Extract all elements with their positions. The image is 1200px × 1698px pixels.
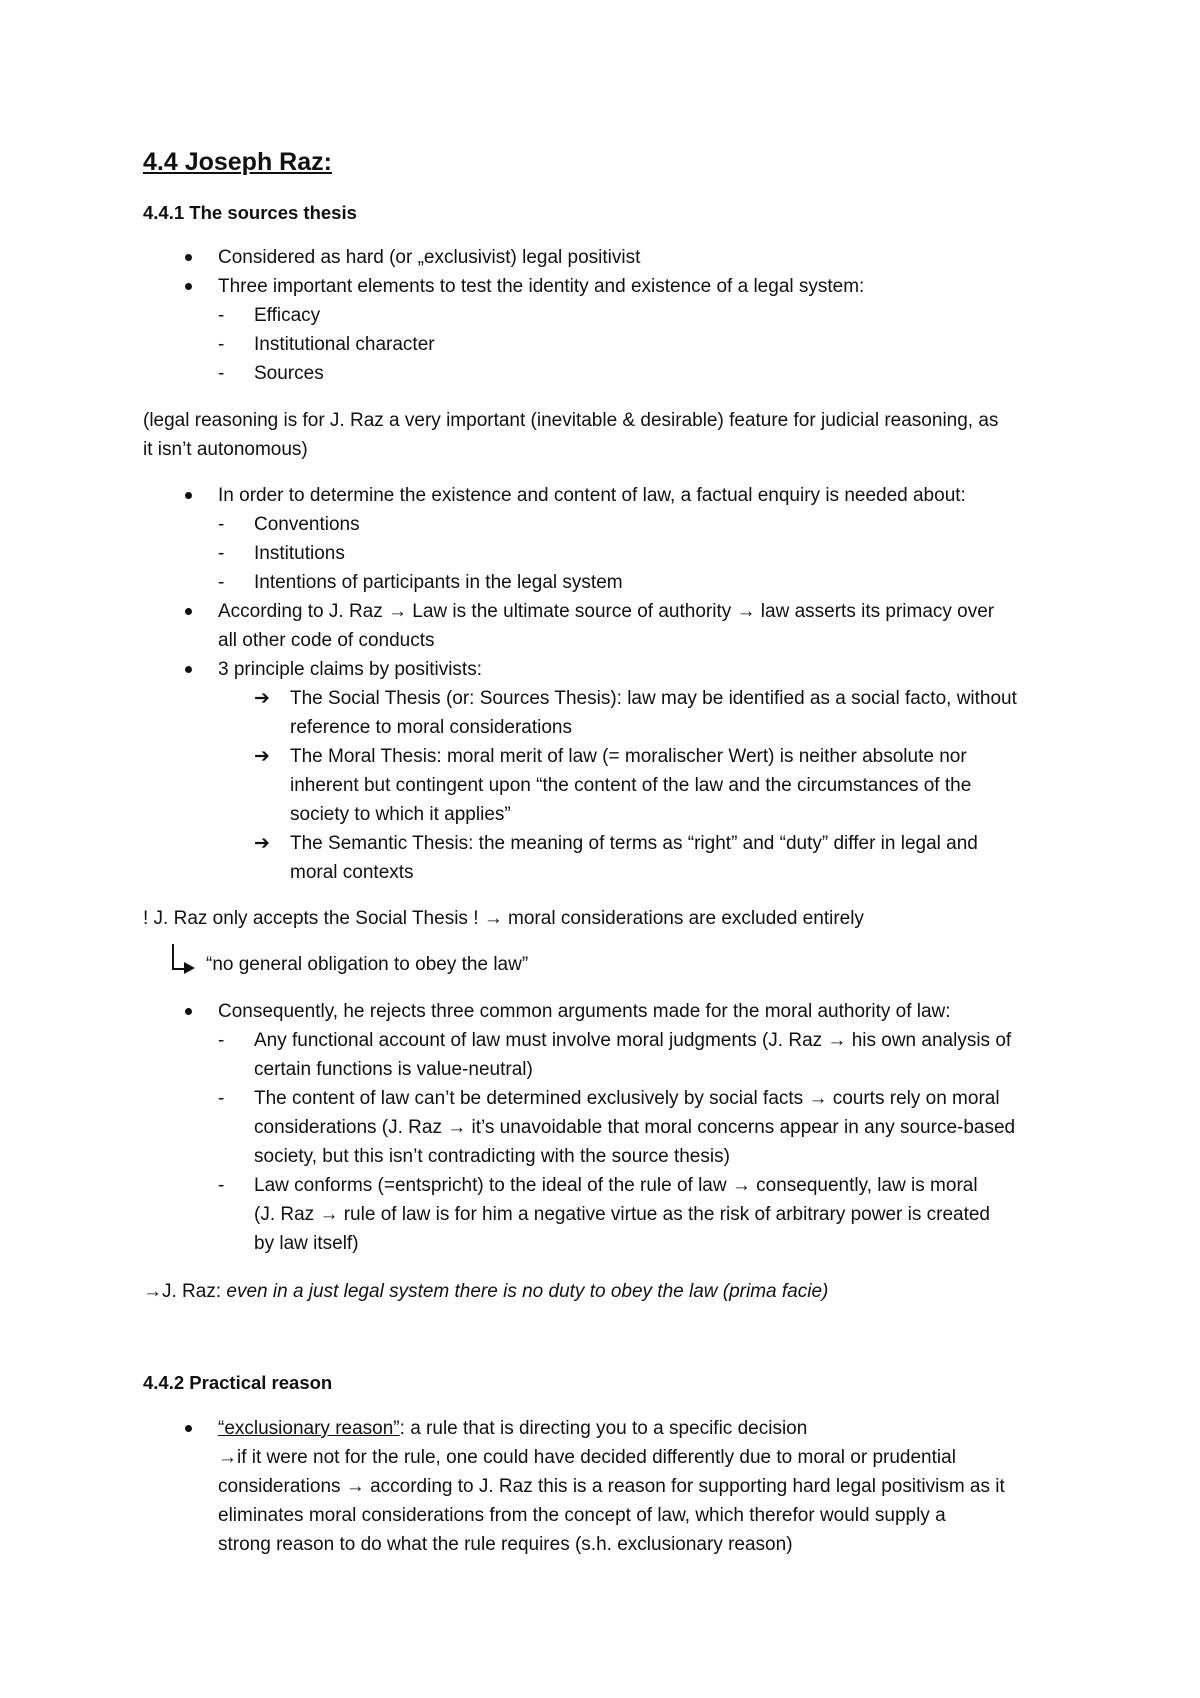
- bullet-text: According to J. Raz → Law is the ultimate source of authority → law asserts its primacy over: [218, 601, 995, 622]
- dash-marker: -: [218, 363, 225, 384]
- list-item: certain functions is value-neutral): [254, 1059, 533, 1080]
- conclusion-line: [143, 1280, 828, 1304]
- paragraph-line: (legal reasoning is for J. Raz a very important (inevitable & desirable) feature for judicial reasoning, as: [143, 410, 999, 431]
- term-definition: : a rule that is directing you to a specific decision: [399, 1418, 808, 1439]
- term-underlined: “exclusionary reason”: [218, 1418, 400, 1439]
- conclusion-italic: even in a just legal system there is no duty to obey the law (prima facie): [226, 1281, 829, 1302]
- list-item: by law itself): [254, 1233, 359, 1254]
- bullet-text: →if it were not for the rule, one could have decided differently due to moral or prudential: [218, 1447, 956, 1468]
- note-line: “no general obligation to obey the law”: [206, 954, 529, 975]
- bullet-dot: [185, 1008, 192, 1015]
- claim-text: inherent but contingent upon “the content of the law and the circumstances of the: [290, 775, 972, 796]
- bullet-dot: [185, 666, 192, 673]
- bullet-text: Consequently, he rejects three common arguments made for the moral authority of law:: [218, 1001, 951, 1022]
- arrow-icon: ➔: [254, 746, 270, 767]
- list-item: Law conforms (=entspricht) to the ideal of the rule of law → consequently, law is moral: [254, 1175, 978, 1196]
- dash-marker: -: [218, 1175, 225, 1196]
- bullet-text: 3 principle claims by positivists:: [218, 659, 482, 680]
- list-item: Institutional character: [254, 334, 435, 355]
- bullet-dot: [185, 254, 192, 261]
- claim-text: The Moral Thesis: moral merit of law (= moralischer Wert) is neither absolute nor: [290, 746, 967, 767]
- bullet-dot: [185, 492, 192, 499]
- bullet-text: strong reason to do what the rule requires (s.h. exclusionary reason): [218, 1534, 793, 1555]
- bullet-text: Considered as hard (or „exclusivist) legal positivist: [218, 247, 641, 268]
- dash-marker: -: [218, 334, 225, 355]
- list-item: The content of law can’t be determined exclusively by social facts → courts rely on moral: [254, 1088, 1000, 1109]
- claim-text: The Semantic Thesis: the meaning of terms as “right” and “duty” differ in legal and: [290, 833, 978, 854]
- list-item: Sources: [254, 363, 324, 384]
- conclusion-prefix: →J. Raz:: [143, 1281, 227, 1302]
- dash-marker: -: [218, 305, 225, 326]
- bullet-text: In order to determine the existence and content of law, a factual enquiry is needed about:: [218, 485, 966, 506]
- bullet-text: eliminates moral considerations from the concept of law, which therefor would supply a: [218, 1505, 946, 1526]
- bullet-text: considerations → according to J. Raz this is a reason for supporting hard legal positivism as it: [218, 1476, 1005, 1497]
- dash-marker: -: [218, 514, 225, 535]
- dash-marker: -: [218, 543, 225, 564]
- dash-marker: -: [218, 572, 225, 593]
- list-item: Conventions: [254, 514, 360, 535]
- bullet-text: all other code of conducts: [218, 630, 435, 651]
- list-item: considerations (J. Raz → it’s unavoidable that moral concerns appear in any source-based: [254, 1117, 1016, 1138]
- paragraph-line: it isn’t autonomous): [143, 439, 308, 460]
- bullet-dot: [185, 1425, 192, 1432]
- section-heading-sources-thesis: 4.4.1 The sources thesis: [143, 202, 357, 223]
- dash-marker: -: [218, 1088, 225, 1109]
- claim-text: The Social Thesis (or: Sources Thesis): law may be identified as a social facto, without: [290, 688, 1017, 709]
- elbow-arrowhead-icon: [184, 962, 195, 974]
- bullet-dot: [185, 608, 192, 615]
- dash-marker: -: [218, 1030, 225, 1051]
- arrow-icon: ➔: [254, 688, 270, 709]
- list-item: Intentions of participants in the legal system: [254, 572, 623, 593]
- bullet-dot: [185, 283, 192, 290]
- claim-text: society to which it applies”: [290, 804, 511, 825]
- list-item: society, but this isn’t contradicting with the source thesis): [254, 1146, 730, 1167]
- claim-text: reference to moral considerations: [290, 717, 572, 738]
- page-title: 4.4 Joseph Raz:: [143, 148, 332, 176]
- bullet-text: [218, 1417, 807, 1441]
- list-item: Efficacy: [254, 305, 321, 326]
- note-line: ! J. Raz only accepts the Social Thesis ! → moral considerations are excluded entirely: [143, 908, 864, 929]
- arrow-icon: ➔: [254, 833, 270, 854]
- list-item: Any functional account of law must involve moral judgments (J. Raz → his own analysis of: [254, 1030, 1012, 1051]
- bullet-text: Three important elements to test the identity and existence of a legal system:: [218, 276, 865, 297]
- list-item: (J. Raz → rule of law is for him a negative virtue as the risk of arbitrary power is created: [254, 1204, 990, 1225]
- list-item: Institutions: [254, 543, 345, 564]
- section-heading-practical-reason: 4.4.2 Practical reason: [143, 1372, 333, 1393]
- claim-text: moral contexts: [290, 862, 414, 883]
